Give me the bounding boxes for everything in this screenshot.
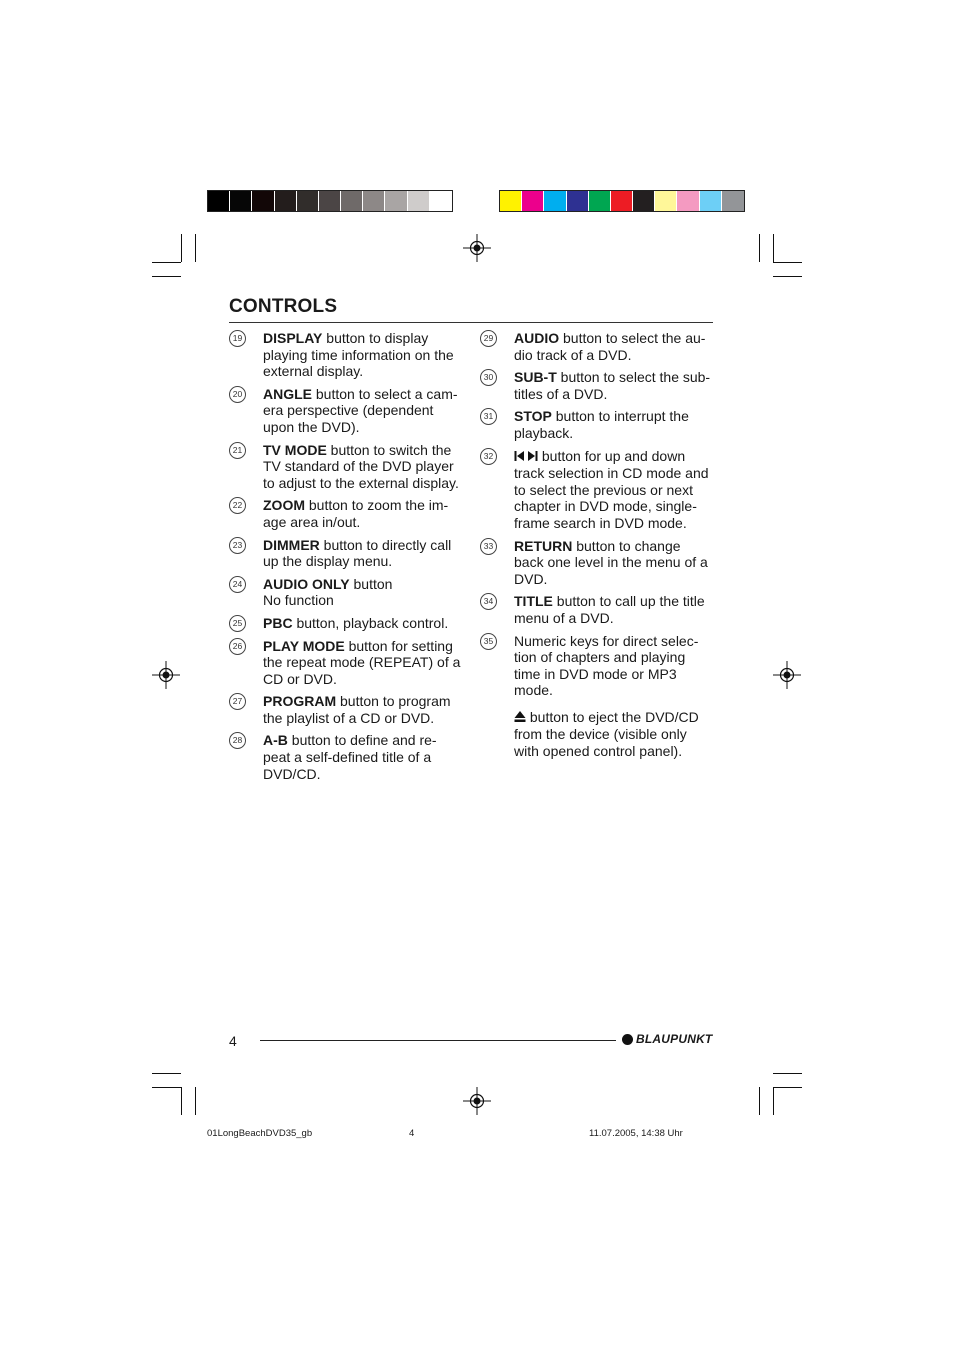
item-number-badge: 28: [229, 732, 246, 749]
control-item: [480, 408, 720, 441]
item-text-line: time in DVD mode or MP3: [514, 665, 677, 682]
crop-mark: [195, 234, 196, 262]
item-description: button to select a cam-: [312, 385, 458, 402]
control-item: [480, 330, 720, 363]
gray-swatch: [252, 191, 274, 211]
brand-dot-icon: [622, 1034, 633, 1045]
item-text-line: track selection in CD mode and: [514, 465, 709, 482]
item-text-line: to adjust to the external display.: [263, 474, 459, 491]
item-number-badge: 33: [480, 538, 497, 555]
item-number-badge: 32: [480, 448, 497, 465]
item-text-line: [514, 593, 720, 610]
color-swatch: [522, 191, 544, 211]
registration-mark-icon: [773, 661, 801, 689]
footer-divider: [260, 1040, 616, 1041]
item-text-line: peat a self-defined title of a: [263, 749, 432, 766]
item-text-line: [263, 638, 469, 655]
item-number-badge: 25: [229, 615, 246, 632]
control-item: [229, 497, 469, 530]
control-item: [229, 732, 469, 782]
gray-swatch: [385, 191, 407, 211]
item-text-line: [263, 386, 469, 403]
control-item: [229, 386, 469, 436]
crop-mark: [773, 262, 802, 263]
crop-mark: [152, 1087, 181, 1088]
color-swatch: [633, 191, 655, 211]
brand-logo: [622, 1032, 712, 1046]
color-swatch: [677, 191, 699, 211]
item-text-line: titles of a DVD.: [514, 385, 608, 402]
control-item: [480, 633, 720, 699]
registration-mark-icon: [463, 1087, 491, 1115]
item-text-line: mode.: [514, 682, 553, 699]
button-name: SUB-T: [514, 369, 557, 386]
controls-list-right: [480, 330, 720, 766]
grayscale-calibration-bar: [207, 190, 453, 212]
crop-mark: [152, 262, 181, 263]
item-text-line: tion of chapters and playing: [514, 649, 686, 666]
item-number-badge: 29: [480, 330, 497, 347]
crop-mark: [759, 1087, 760, 1115]
item-text-line: [263, 693, 469, 710]
color-swatch: [500, 191, 522, 211]
item-text-line: age area in/out.: [263, 513, 361, 530]
item-text-line: [514, 709, 720, 727]
color-swatch: [611, 191, 633, 211]
eject-icon: [514, 710, 526, 727]
item-description: button for up and down: [538, 447, 686, 464]
button-name: DIMMER: [263, 536, 320, 553]
item-description: button to program: [336, 693, 451, 710]
item-text-line: up the display menu.: [263, 553, 393, 570]
color-swatch: [655, 191, 677, 211]
item-number-badge: 35: [480, 633, 497, 650]
controls-list-left: [229, 330, 469, 788]
skip-prev-next-icon: [514, 449, 538, 466]
button-name: TITLE: [514, 593, 553, 610]
crop-mark: [152, 276, 181, 277]
button-name: PROGRAM: [263, 693, 337, 710]
item-description: button to change: [572, 537, 681, 554]
item-description: button: [349, 575, 393, 592]
item-text-line: [514, 633, 720, 650]
control-item: [229, 576, 469, 609]
item-text-line: menu of a DVD.: [514, 609, 614, 626]
item-description: button, playback control.: [292, 614, 449, 631]
item-text-line: TV standard of the DVD player: [263, 458, 454, 475]
control-item: [229, 330, 469, 380]
color-swatch: [722, 191, 744, 211]
color-swatch: [544, 191, 566, 211]
item-text-line: back one level in the menu of a: [514, 554, 708, 571]
control-item: [480, 538, 720, 588]
button-name: STOP: [514, 408, 552, 425]
item-number-badge: 23: [229, 537, 246, 554]
item-description: button to interrupt the: [551, 408, 689, 425]
item-description: button to zoom the im-: [305, 497, 449, 514]
color-swatch: [700, 191, 722, 211]
item-text-line: DVD/CD.: [263, 765, 321, 782]
gray-swatch: [408, 191, 430, 211]
item-text-line: [514, 448, 720, 466]
item-text-line: [514, 408, 720, 425]
slug-timestamp: 11.07.2005, 14:38 Uhr: [589, 1128, 683, 1139]
item-description: button to directly call: [319, 536, 452, 553]
item-text-line: chapter in DVD mode, single-: [514, 498, 697, 515]
control-item: [480, 709, 720, 760]
item-text-line: DVD.: [514, 570, 548, 587]
control-item: [229, 537, 469, 570]
control-item: [480, 593, 720, 626]
brand-name: BLAUPUNKT: [636, 1032, 713, 1046]
crop-mark: [181, 234, 182, 262]
item-text-line: [514, 369, 720, 386]
item-text-line: [263, 537, 469, 554]
color-calibration-bar: [499, 190, 745, 212]
item-text-line: [514, 538, 720, 555]
item-number-badge: 31: [480, 408, 497, 425]
gray-swatch: [430, 191, 452, 211]
item-description: button to define and re-: [287, 732, 437, 749]
control-item: [229, 693, 469, 726]
control-item: [229, 638, 469, 688]
item-text-line: from the device (visible only: [514, 726, 687, 743]
gray-swatch: [230, 191, 252, 211]
crop-mark: [773, 276, 802, 277]
button-name: AUDIO ONLY: [263, 575, 350, 592]
item-description: button to eject the DVD/CD: [526, 708, 699, 725]
color-swatch: [589, 191, 611, 211]
item-number-badge: 20: [229, 386, 246, 403]
button-name: ANGLE: [263, 385, 312, 402]
item-number-badge: 21: [229, 442, 246, 459]
item-text-line: [263, 330, 469, 347]
gray-swatch: [275, 191, 297, 211]
item-description: button to select the sub-: [556, 369, 711, 386]
crop-mark: [773, 234, 774, 262]
item-text-line: era perspective (dependent: [263, 402, 434, 419]
button-name: RETURN: [514, 537, 573, 554]
item-description: Numeric keys for direct selec-: [514, 632, 699, 649]
item-description: button to display: [322, 330, 429, 346]
item-text-line: [263, 442, 469, 459]
item-text-line: [263, 576, 469, 593]
registration-mark-icon: [152, 661, 180, 689]
item-number-badge: [480, 709, 495, 724]
button-name: TV MODE: [263, 441, 327, 458]
button-name: DISPLAY: [263, 330, 323, 346]
crop-mark: [181, 1087, 182, 1115]
item-text-line: playback.: [514, 424, 574, 441]
item-number-badge: 30: [480, 369, 497, 386]
crop-mark: [759, 234, 760, 262]
item-description: button to select the au-: [559, 330, 706, 346]
item-description: button to call up the title: [552, 593, 705, 610]
gray-swatch: [319, 191, 341, 211]
crop-mark: [773, 1087, 802, 1088]
item-text-line: No function: [263, 592, 334, 609]
gray-swatch: [297, 191, 319, 211]
item-text-line: upon the DVD).: [263, 418, 360, 435]
button-name: A-B: [263, 732, 288, 749]
item-number-badge: 22: [229, 497, 246, 514]
item-number-badge: 27: [229, 693, 246, 710]
page-number: 4: [229, 1033, 237, 1049]
title-divider: [229, 322, 713, 323]
item-text-line: the repeat mode (REPEAT) of a: [263, 654, 461, 671]
item-text-line: [263, 497, 469, 514]
color-swatch: [567, 191, 589, 211]
item-number-badge: 19: [229, 330, 246, 347]
item-text-line: [263, 732, 469, 749]
item-text-line: external display.: [263, 363, 364, 380]
button-name: PBC: [263, 614, 293, 631]
control-item: [480, 448, 720, 532]
gray-swatch: [208, 191, 230, 211]
item-text-line: [263, 615, 469, 632]
item-number-badge: 26: [229, 638, 246, 655]
item-description: button to switch the: [326, 441, 452, 458]
item-description: button for setting: [344, 637, 453, 654]
item-text-line: CD or DVD.: [263, 670, 337, 687]
gray-swatch: [341, 191, 363, 211]
control-item: [229, 442, 469, 492]
crop-mark: [152, 1073, 181, 1074]
crop-mark: [195, 1087, 196, 1115]
slug-page: 4: [409, 1128, 415, 1139]
button-name: AUDIO: [514, 330, 560, 346]
page-title: CONTROLS: [229, 296, 338, 317]
item-text-line: [514, 330, 720, 347]
button-name: PLAY MODE: [263, 637, 345, 654]
item-text-line: with opened control panel).: [514, 743, 683, 760]
control-item: [480, 369, 720, 402]
crop-mark: [773, 1073, 802, 1074]
slug-filename: 01LongBeachDVD35_gb: [207, 1128, 313, 1139]
item-text-line: the playlist of a CD or DVD.: [263, 709, 435, 726]
item-number-badge: 24: [229, 576, 246, 593]
item-text-line: dio track of a DVD.: [514, 346, 632, 363]
item-text-line: playing time information on the: [263, 346, 454, 363]
button-name: ZOOM: [263, 497, 305, 514]
item-text-line: frame search in DVD mode.: [514, 514, 687, 531]
crop-mark: [773, 1087, 774, 1115]
item-number-badge: 34: [480, 593, 497, 610]
registration-mark-icon: [463, 234, 491, 262]
gray-swatch: [363, 191, 385, 211]
item-text-line: to select the previous or next: [514, 481, 693, 498]
control-item: [229, 615, 469, 632]
